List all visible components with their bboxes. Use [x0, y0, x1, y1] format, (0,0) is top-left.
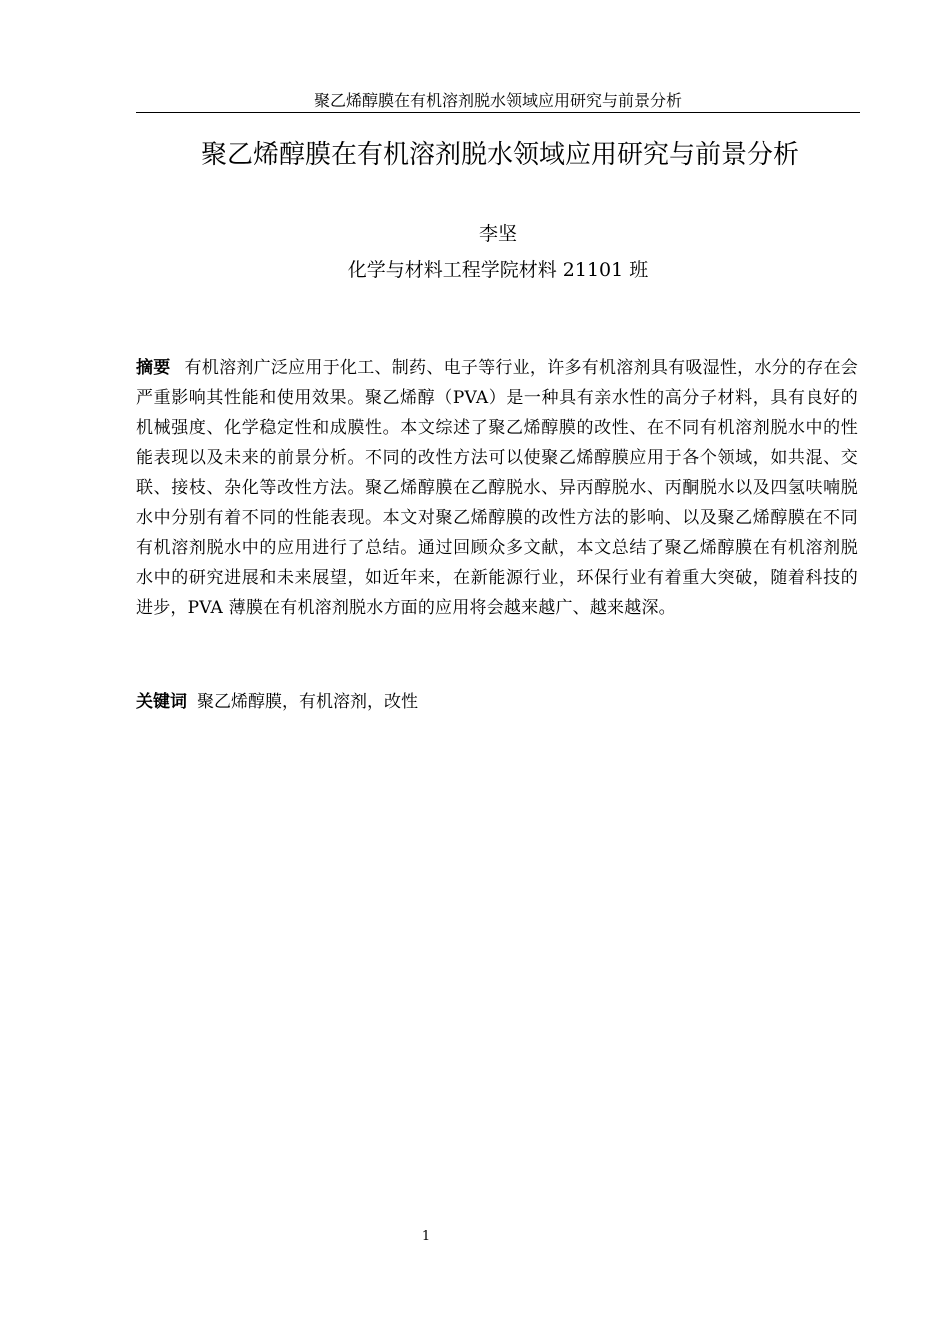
author-name: 李坚 [478, 223, 517, 245]
abstract-section [136, 353, 858, 623]
keywords-section [136, 687, 858, 717]
running-header: 聚乙烯醇膜在有机溶剂脱水领域应用研究与前景分析 [136, 91, 860, 113]
abstract-label: 摘要 [136, 358, 171, 378]
page-number: 1 [421, 1229, 431, 1244]
keywords-text: 聚乙烯醇膜，有机溶剂，改性 [197, 692, 418, 712]
keywords-label: 关键词 [136, 692, 187, 712]
paper-title: 聚乙烯醇膜在有机溶剂脱水领域应用研究与前景分析 [200, 140, 799, 170]
abstract-text: 有机溶剂广泛应用于化工、制药、电子等行业，许多有机溶剂具有吸湿性，水分的存在会严重影响其性能和使用效果。聚乙烯醇（PVA）是一种具有亲水性的高分子材料，具有良好的机械强度、化学稳定性和成膜性。本文综述了聚乙烯醇膜的改性、在不同有机溶剂脱水中的性能表现以及未来的前景分析。不同的改性方法可以使聚乙烯醇膜应用于各个领域，如共混、交联、接枝、杂化等改性方法。聚乙烯醇膜在乙醇脱水、异丙醇脱水、丙酮脱水以及四氢呋喃脱水中分别有着不同的性能表现。本文对聚乙烯醇膜的改性方法的影响、以及聚乙烯醇膜在不同有机溶剂脱水中的应用进行了总结。通过回顾众多文献，本文总结了聚乙烯醇膜在有机溶剂脱水中的研究进展和未来展望，如近年来，在新能源行业，环保行业有着重大突破，随着科技的进步，PVA 薄膜在有机溶剂脱水方面的应用将会越来越广、越来越深。 [136, 358, 858, 618]
author-affiliation: 化学与材料工程学院材料 21101 班 [347, 259, 649, 281]
